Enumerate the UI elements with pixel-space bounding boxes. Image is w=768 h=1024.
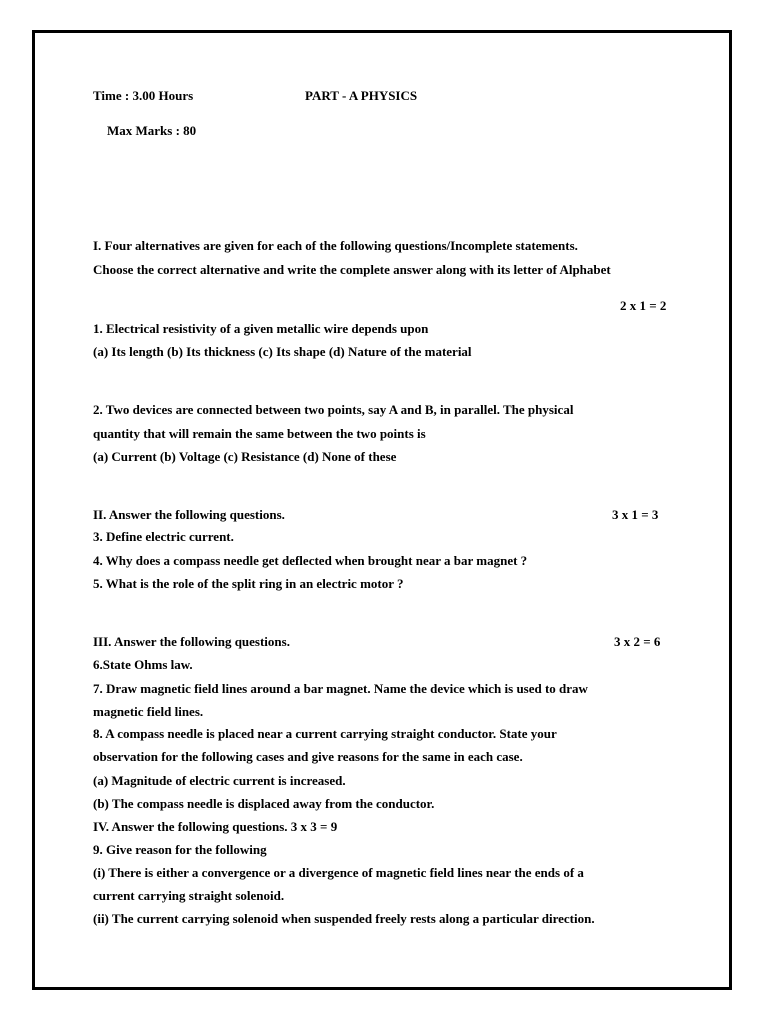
- question-2-line2: quantity that will remain the same between the two points is: [93, 426, 426, 441]
- section1-intro-line2: Choose the correct alternative and write the complete answer along with its letter of Alphabet: [93, 262, 611, 277]
- section4-heading: IV. Answer the following questions. 3 x 3 = 9: [93, 819, 338, 834]
- question-4: 4. Why does a compass needle get deflected when brought near a bar magnet ?: [93, 553, 528, 568]
- question-8-line1: 8. A compass needle is placed near a current carrying straight conductor. State your: [93, 726, 557, 741]
- section2-heading: II. Answer the following questions.: [93, 507, 285, 522]
- section2-marks: 3 x 1 = 3: [612, 507, 659, 522]
- max-marks-label: Max Marks : 80: [107, 123, 197, 138]
- question-8-part-a: (a) Magnitude of electric current is increased.: [93, 773, 346, 788]
- question-5: 5. What is the role of the split ring in an electric motor ?: [93, 576, 404, 591]
- question-9-part-i-line1: (i) There is either a convergence or a divergence of magnetic field lines near the ends of a: [93, 865, 584, 880]
- question-3: 3. Define electric current.: [93, 529, 234, 544]
- time-label: Time : 3.00 Hours: [93, 88, 194, 103]
- question-6: 6.State Ohms law.: [93, 657, 193, 672]
- question-8-part-b: (b) The compass needle is displaced away from the conductor.: [93, 796, 435, 811]
- section1-marks: 2 x 1 = 2: [620, 298, 667, 313]
- question-1-options: (a) Its length (b) Its thickness (c) Its shape (d) Nature of the material: [93, 344, 472, 359]
- page-title: PART - A PHYSICS: [305, 88, 418, 103]
- question-9: 9. Give reason for the following: [93, 842, 267, 857]
- question-7-line1: 7. Draw magnetic field lines around a bar magnet. Name the device which is used to draw: [93, 681, 588, 696]
- question-2-line1: 2. Two devices are connected between two points, say A and B, in parallel. The physical: [93, 402, 574, 417]
- section3-marks: 3 x 2 = 6: [614, 634, 661, 649]
- question-1: 1. Electrical resistivity of a given metallic wire depends upon: [93, 321, 429, 336]
- question-9-part-i-line2: current carrying straight solenoid.: [93, 888, 285, 903]
- question-8-line2: observation for the following cases and give reasons for the same in each case.: [93, 749, 523, 764]
- question-7-line2: magnetic field lines.: [93, 704, 204, 719]
- question-9-part-ii: (ii) The current carrying solenoid when suspended freely rests along a particular direction.: [93, 911, 595, 926]
- section1-intro-line1: I. Four alternatives are given for each of the following questions/Incomplete statements.: [93, 238, 578, 253]
- question-2-options: (a) Current (b) Voltage (c) Resistance (d) None of these: [93, 449, 397, 464]
- section3-heading: III. Answer the following questions.: [93, 634, 290, 649]
